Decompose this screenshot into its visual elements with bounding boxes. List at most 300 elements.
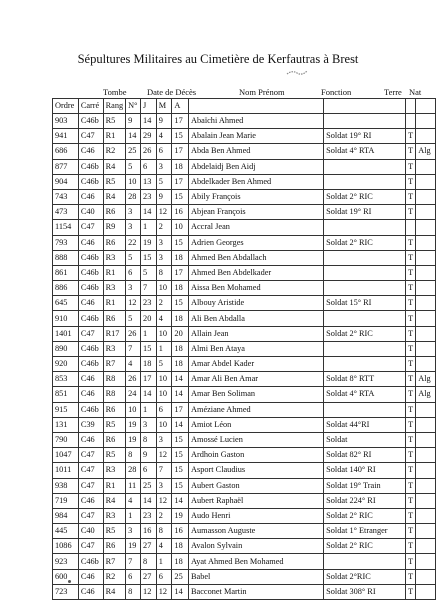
cell-ordre: 915 — [53, 402, 79, 417]
cell-numero: 7 — [126, 341, 141, 356]
cell-carre: C46 — [78, 387, 103, 402]
cell-rang: R9 — [103, 220, 126, 235]
cell-numero: 4 — [126, 357, 141, 372]
cell-carre: C46 — [78, 296, 103, 311]
cell-rang: R4 — [103, 189, 126, 204]
cell-nom: Amossé Lucien — [189, 432, 324, 447]
cell-terre: T — [406, 265, 416, 280]
cell-terre: T — [406, 372, 416, 387]
cell-mois: 10 — [156, 372, 172, 387]
cell-nat — [416, 478, 436, 493]
cell-numero: 6 — [126, 265, 141, 280]
cell-jour: 1 — [141, 326, 157, 341]
table-row — [53, 250, 436, 265]
cell-jour: 25 — [141, 478, 157, 493]
cell-annee: 20 — [172, 326, 189, 341]
cell-nom: Almi Ben Ataya — [189, 341, 324, 356]
cell-fonction: Soldat 4° RTA — [324, 387, 406, 402]
cell-terre: T — [406, 205, 416, 220]
cell-numero: 22 — [126, 235, 141, 250]
cell-nom: Ali Ben Abdalla — [189, 311, 324, 326]
cell-carre: C47 — [78, 463, 103, 478]
cell-fonction — [324, 159, 406, 174]
cell-nat: Alg — [416, 372, 436, 387]
cell-ordre: 904 — [53, 174, 79, 189]
cell-mois: 1 — [156, 554, 172, 569]
cell-terre: T — [406, 402, 416, 417]
cell-fonction — [324, 554, 406, 569]
table-row — [53, 554, 436, 569]
cell-ordre: 719 — [53, 493, 79, 508]
cell-jour: 6 — [141, 463, 157, 478]
cell-mois: 3 — [156, 478, 172, 493]
cell-rang: R7 — [103, 357, 126, 372]
cell-ordre: 903 — [53, 114, 79, 129]
cell-nom: Abjean François — [189, 205, 324, 220]
cell-annee: 14 — [172, 417, 189, 432]
header-date-deces: Date de Décès — [147, 87, 197, 97]
cell-carre: C46 — [78, 584, 103, 599]
header-nat: Nat — [409, 87, 422, 97]
cell-nom: Améziane Ahmed — [189, 402, 324, 417]
cell-numero: 19 — [126, 432, 141, 447]
cell-terre: T — [406, 524, 416, 539]
cell-annee: 25 — [172, 569, 189, 584]
table-row — [53, 144, 436, 159]
cell-carre: C40 — [78, 524, 103, 539]
col-jour: J — [141, 99, 157, 114]
cell-ordre: 851 — [53, 387, 79, 402]
cell-rang: R6 — [103, 205, 126, 220]
cell-carre: C47 — [78, 326, 103, 341]
cell-ordre: 888 — [53, 250, 79, 265]
cell-numero: 26 — [126, 326, 141, 341]
cell-terre: T — [406, 584, 416, 599]
cell-nom: Allain Jean — [189, 326, 324, 341]
cell-terre: T — [406, 296, 416, 311]
table-row — [53, 189, 436, 204]
cell-carre: C47 — [78, 539, 103, 554]
cell-jour: 19 — [141, 235, 157, 250]
table-row — [53, 524, 436, 539]
cell-annee: 18 — [172, 281, 189, 296]
cell-terre: T — [406, 311, 416, 326]
cell-ordre: 1011 — [53, 463, 79, 478]
cell-nat: Alg — [416, 387, 436, 402]
cell-annee: 15 — [172, 432, 189, 447]
cell-nat — [416, 493, 436, 508]
cell-fonction: Soldat 19° RI — [324, 205, 406, 220]
cell-terre: T — [406, 341, 416, 356]
cell-annee: 15 — [172, 235, 189, 250]
cell-nom: Abdelkader Ben Ahmed — [189, 174, 324, 189]
table-row — [53, 129, 436, 144]
cell-annee: 15 — [172, 189, 189, 204]
cell-fonction — [324, 265, 406, 280]
cell-jour: 20 — [141, 311, 157, 326]
cell-ordre: 886 — [53, 281, 79, 296]
cell-carre: C46 — [78, 432, 103, 447]
cell-jour: 5 — [141, 265, 157, 280]
cell-jour: 15 — [141, 250, 157, 265]
cell-numero: 11 — [126, 478, 141, 493]
cell-ordre: 1086 — [53, 539, 79, 554]
cell-annee: 17 — [172, 144, 189, 159]
cell-carre: C47 — [78, 220, 103, 235]
cell-rang: R2 — [103, 144, 126, 159]
cell-nat: Alg — [416, 144, 436, 159]
table-row — [53, 281, 436, 296]
cell-carre: C46b — [78, 281, 103, 296]
cell-nat — [416, 311, 436, 326]
cell-fonction: Soldat 2° RIC — [324, 235, 406, 250]
cell-terre: T — [406, 508, 416, 523]
col-numero: N° — [126, 99, 141, 114]
cell-mois: 6 — [156, 402, 172, 417]
cell-jour: 15 — [141, 341, 157, 356]
cell-numero: 9 — [126, 114, 141, 129]
cell-numero: 3 — [126, 281, 141, 296]
cell-fonction: Soldat 1° Etranger — [324, 524, 406, 539]
cell-mois: 6 — [156, 144, 172, 159]
cell-annee: 18 — [172, 554, 189, 569]
cell-terre: T — [406, 159, 416, 174]
cell-jour: 16 — [141, 524, 157, 539]
cell-nat — [416, 250, 436, 265]
table-row — [53, 296, 436, 311]
cell-rang: R5 — [103, 448, 126, 463]
cell-carre: C40 — [78, 205, 103, 220]
cell-numero: 4 — [126, 493, 141, 508]
cell-mois: 12 — [156, 584, 172, 599]
cell-ordre: 890 — [53, 341, 79, 356]
cell-numero: 26 — [126, 372, 141, 387]
cell-rang: R1 — [103, 129, 126, 144]
cell-mois: 2 — [156, 508, 172, 523]
cell-jour: 17 — [141, 372, 157, 387]
cell-terre: T — [406, 493, 416, 508]
cell-rang: R3 — [103, 463, 126, 478]
cell-numero: 5 — [126, 250, 141, 265]
cell-nom: Amar Abdel Kader — [189, 357, 324, 372]
cell-nat — [416, 129, 436, 144]
cell-carre: C46b — [78, 250, 103, 265]
cell-nat — [416, 189, 436, 204]
table-row — [53, 539, 436, 554]
cell-fonction: Soldat 224° RI — [324, 493, 406, 508]
col-fonction — [324, 99, 406, 114]
cell-nat — [416, 235, 436, 250]
cell-ordre: 984 — [53, 508, 79, 523]
cell-carre: C47 — [78, 478, 103, 493]
cell-rang: R6 — [103, 432, 126, 447]
cell-numero: 25 — [126, 144, 141, 159]
cell-nat — [416, 326, 436, 341]
cell-jour: 8 — [141, 432, 157, 447]
cell-mois: 4 — [156, 539, 172, 554]
cell-jour: 27 — [141, 539, 157, 554]
cell-terre: T — [406, 554, 416, 569]
cell-fonction: Soldat 19° RI — [324, 129, 406, 144]
cell-nat — [416, 524, 436, 539]
cell-mois: 3 — [156, 159, 172, 174]
cell-nat — [416, 114, 436, 129]
table-row — [53, 448, 436, 463]
cell-ordre: 910 — [53, 311, 79, 326]
cell-rang: R8 — [103, 372, 126, 387]
cell-rang: R8 — [103, 387, 126, 402]
col-nat — [416, 99, 436, 114]
cell-annee: 18 — [172, 311, 189, 326]
cell-ordre: 686 — [53, 144, 79, 159]
cell-nat — [416, 539, 436, 554]
cell-jour: 12 — [141, 584, 157, 599]
header-nom-prenom: Nom Prénom — [239, 87, 285, 97]
cell-annee: 16 — [172, 524, 189, 539]
cell-rang: R5 — [103, 174, 126, 189]
cell-ordre: 600 — [53, 569, 79, 584]
cell-nat — [416, 432, 436, 447]
cell-rang: R5 — [103, 524, 126, 539]
cell-annee: 15 — [172, 448, 189, 463]
cell-annee: 18 — [172, 341, 189, 356]
cell-annee: 15 — [172, 463, 189, 478]
cell-rang: R1 — [103, 478, 126, 493]
cell-mois: 10 — [156, 417, 172, 432]
cell-mois: 1 — [156, 341, 172, 356]
cell-carre: C47 — [78, 508, 103, 523]
table-row — [53, 159, 436, 174]
cell-rang: R2 — [103, 569, 126, 584]
cell-numero: 6 — [126, 569, 141, 584]
cell-numero: 8 — [126, 448, 141, 463]
cell-jour: 9 — [141, 448, 157, 463]
cell-carre: C46b — [78, 174, 103, 189]
cell-nom: Aubert Gaston — [189, 478, 324, 493]
cell-annee: 17 — [172, 265, 189, 280]
cell-fonction: Soldat 2° RIC — [324, 326, 406, 341]
cell-terre: T — [406, 235, 416, 250]
cell-fonction — [324, 250, 406, 265]
cell-carre: C46b — [78, 402, 103, 417]
cell-terre: T — [406, 129, 416, 144]
cell-annee: 18 — [172, 357, 189, 372]
cell-numero: 14 — [126, 129, 141, 144]
cell-rang: R7 — [103, 554, 126, 569]
cell-ordre: 1401 — [53, 326, 79, 341]
cell-fonction — [324, 220, 406, 235]
cell-fonction: Soldat 44°RI — [324, 417, 406, 432]
cell-annee: 17 — [172, 174, 189, 189]
cell-annee: 19 — [172, 508, 189, 523]
cell-rang: R17 — [103, 326, 126, 341]
table-row — [53, 220, 436, 235]
cell-mois: 5 — [156, 174, 172, 189]
header-fonction: Fonction — [321, 87, 352, 97]
cell-nat — [416, 402, 436, 417]
cell-carre: C46b — [78, 159, 103, 174]
col-nom — [189, 99, 324, 114]
cell-numero: 5 — [126, 159, 141, 174]
cell-nom: Audo Henri — [189, 508, 324, 523]
table-row — [53, 569, 436, 584]
cell-annee: 17 — [172, 114, 189, 129]
table-row — [53, 357, 436, 372]
cell-ordre: 1154 — [53, 220, 79, 235]
cell-ordre: 853 — [53, 372, 79, 387]
cell-fonction — [324, 114, 406, 129]
cell-rang: R5 — [103, 417, 126, 432]
cell-annee: 15 — [172, 296, 189, 311]
cell-numero: 28 — [126, 463, 141, 478]
cell-mois: 3 — [156, 432, 172, 447]
cell-rang: R6 — [103, 235, 126, 250]
cell-nat — [416, 174, 436, 189]
cell-fonction — [324, 311, 406, 326]
cell-annee: 18 — [172, 539, 189, 554]
cell-rang: R6 — [103, 311, 126, 326]
cell-ordre: 793 — [53, 235, 79, 250]
cell-carre: C46 — [78, 235, 103, 250]
cell-rang: R5 — [103, 114, 126, 129]
cell-terre: T — [406, 189, 416, 204]
cell-numero: 19 — [126, 539, 141, 554]
cell-carre: C46b — [78, 311, 103, 326]
table-row — [53, 417, 436, 432]
cell-nom: Accral Jean — [189, 220, 324, 235]
cell-ordre: 938 — [53, 478, 79, 493]
cell-nom: Aubert Raphaël — [189, 493, 324, 508]
cell-annee: 15 — [172, 129, 189, 144]
cell-jour: 14 — [141, 205, 157, 220]
cell-nom: Ayat Ahmed Ben Mohamed — [189, 554, 324, 569]
cell-rang: R4 — [103, 584, 126, 599]
cell-nat — [416, 159, 436, 174]
table-row — [53, 326, 436, 341]
cell-fonction — [324, 341, 406, 356]
cell-carre: C46 — [78, 144, 103, 159]
cell-mois: 12 — [156, 493, 172, 508]
header-tombe: Tombe — [103, 87, 127, 97]
cell-jour: 14 — [141, 114, 157, 129]
cell-fonction: Soldat 308° RI — [324, 584, 406, 599]
cell-nat — [416, 265, 436, 280]
cell-rang: R3 — [103, 281, 126, 296]
cell-terre: T — [406, 569, 416, 584]
cell-fonction: Soldat 2° RIC — [324, 539, 406, 554]
page-title: Sépultures Militaires au Cimetière de Kerfautras à Brest — [77, 52, 359, 66]
cell-mois: 3 — [156, 235, 172, 250]
cell-fonction — [324, 357, 406, 372]
cell-fonction: Soldat 2° RIC — [324, 508, 406, 523]
cell-nom: Albouy Aristide — [189, 296, 324, 311]
table-row — [53, 402, 436, 417]
burials-table — [52, 98, 436, 600]
cell-rang: R6 — [103, 402, 126, 417]
ink-smudge — [286, 68, 308, 78]
cell-annee: 17 — [172, 402, 189, 417]
cell-nom: Ardhoin Gaston — [189, 448, 324, 463]
header-terre: Terre — [384, 87, 402, 97]
cell-mois: 5 — [156, 357, 172, 372]
cell-terre: T — [406, 432, 416, 447]
cell-nom: Abdelaidj Ben Aidj — [189, 159, 324, 174]
cell-mois: 9 — [156, 189, 172, 204]
table-row — [53, 341, 436, 356]
cell-nom: Avalon Sylvain — [189, 539, 324, 554]
cell-jour: 29 — [141, 129, 157, 144]
cell-jour: 6 — [141, 159, 157, 174]
cell-ordre: 723 — [53, 584, 79, 599]
cell-nat — [416, 554, 436, 569]
cell-ordre: 790 — [53, 432, 79, 447]
cell-rang: R3 — [103, 250, 126, 265]
cell-mois: 2 — [156, 220, 172, 235]
cell-numero: 3 — [126, 220, 141, 235]
cell-annee: 15 — [172, 478, 189, 493]
cell-mois: 9 — [156, 114, 172, 129]
cell-mois: 7 — [156, 463, 172, 478]
cell-mois: 4 — [156, 129, 172, 144]
cell-jour: 8 — [141, 554, 157, 569]
cell-nom: Abaïchi Ahmed — [189, 114, 324, 129]
cell-jour: 14 — [141, 387, 157, 402]
cell-rang: R1 — [103, 265, 126, 280]
col-ordre: Ordre — [53, 99, 79, 114]
cell-fonction: Soldat 19° Train — [324, 478, 406, 493]
table-row — [53, 463, 436, 478]
cell-numero: 28 — [126, 189, 141, 204]
cell-carre: C46 — [78, 372, 103, 387]
cell-terre: T — [406, 144, 416, 159]
cell-numero: 19 — [126, 417, 141, 432]
cell-fonction — [324, 174, 406, 189]
cell-nom: Amar Ali Ben Amar — [189, 372, 324, 387]
col-carre: Carré — [78, 99, 103, 114]
cell-terre — [406, 114, 416, 129]
cell-jour: 3 — [141, 417, 157, 432]
cell-jour: 1 — [141, 220, 157, 235]
table-row — [53, 508, 436, 523]
cell-ordre: 861 — [53, 265, 79, 280]
cell-jour: 23 — [141, 296, 157, 311]
cell-nom: Aissa Ben Mohamed — [189, 281, 324, 296]
cell-fonction: Soldat 8° RTT — [324, 372, 406, 387]
cell-ordre: 920 — [53, 357, 79, 372]
cell-ordre: 131 — [53, 417, 79, 432]
cell-mois: 10 — [156, 326, 172, 341]
cell-carre: C47 — [78, 129, 103, 144]
cell-annee: 14 — [172, 584, 189, 599]
table-row — [53, 235, 436, 250]
cell-nom: Asport Claudius — [189, 463, 324, 478]
cell-nom: Abda Ben Ahmed — [189, 144, 324, 159]
table-row — [53, 174, 436, 189]
cell-nom: Abily François — [189, 189, 324, 204]
cell-jour: 7 — [141, 281, 157, 296]
cell-jour: 27 — [141, 569, 157, 584]
cell-ordre: 941 — [53, 129, 79, 144]
cell-numero: 12 — [126, 296, 141, 311]
cell-annee: 14 — [172, 372, 189, 387]
cell-nom: Amiot Léon — [189, 417, 324, 432]
cell-nom: Aumasson Auguste — [189, 524, 324, 539]
cell-jour: 23 — [141, 189, 157, 204]
cell-nom: Bacconet Martin — [189, 584, 324, 599]
cell-terre: T — [406, 250, 416, 265]
cell-nat — [416, 417, 436, 432]
table-row — [53, 311, 436, 326]
